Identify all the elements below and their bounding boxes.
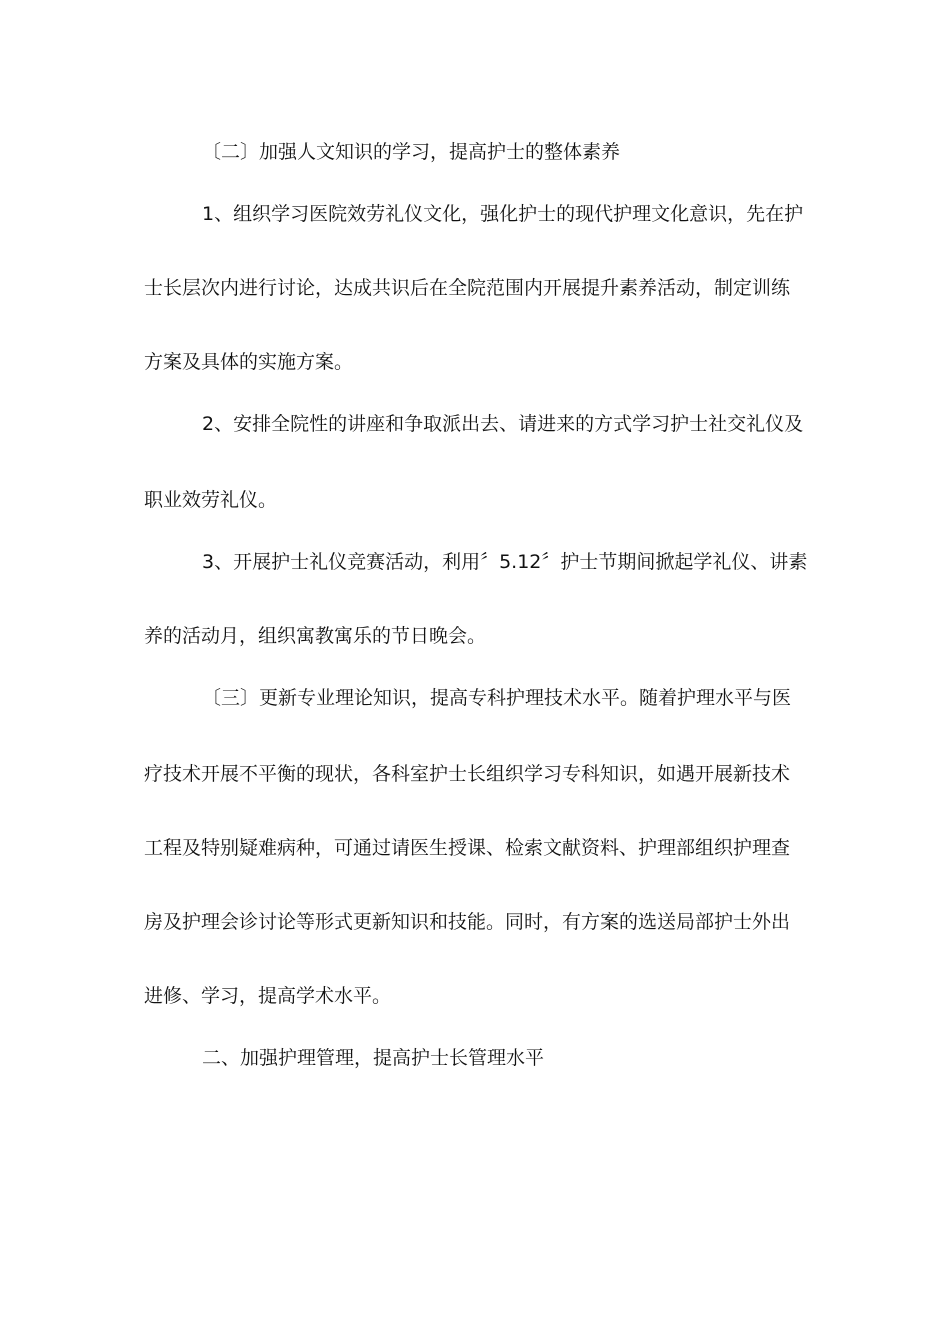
- section-heading-3-line-1: 〔三〕更新专业理论知识，提高专科护理技术水平。随着护理水平与医: [202, 687, 792, 709]
- section-heading-2: 〔二〕加强人文知识的学习，提高护士的整体素养: [202, 141, 621, 163]
- paragraph-3-line-1: 3、开展护士礼仪竞赛活动，利用〞5.12〞护士节期间掀起学礼仪、讲素: [202, 551, 808, 573]
- section-3-line-5: 进修、学习，提高学术水平。: [144, 985, 392, 1007]
- section-3-line-3: 工程及特别疑难病种，可通过请医生授课、检索文献资料、护理部组织护理查: [144, 837, 791, 859]
- main-heading-2: 二、加强护理管理，提高护士长管理水平: [202, 1047, 545, 1069]
- paragraph-1-line-3: 方案及具体的实施方案。: [144, 351, 354, 373]
- section-3-line-4: 房及护理会诊讨论等形式更新知识和技能。同时，有方案的选送局部护士外出: [144, 911, 791, 933]
- paragraph-2-line-1: 2、安排全院性的讲座和争取派出去、请进来的方式学习护士社交礼仪及: [202, 413, 804, 435]
- paragraph-2-line-2: 职业效劳礼仪。: [144, 489, 278, 511]
- section-3-line-2: 疗技术开展不平衡的现状，各科室护士长组织学习专科知识，如遇开展新技术: [144, 763, 791, 785]
- paragraph-3-line-2: 养的活动月，组织寓教寓乐的节日晚会。: [144, 625, 487, 647]
- paragraph-1-line-1: 1、组织学习医院效劳礼仪文化，强化护士的现代护理文化意识，先在护: [202, 203, 804, 225]
- paragraph-1-line-2: 士长层次内进行讨论，达成共识后在全院范围内开展提升素养活动，制定训练: [144, 277, 791, 299]
